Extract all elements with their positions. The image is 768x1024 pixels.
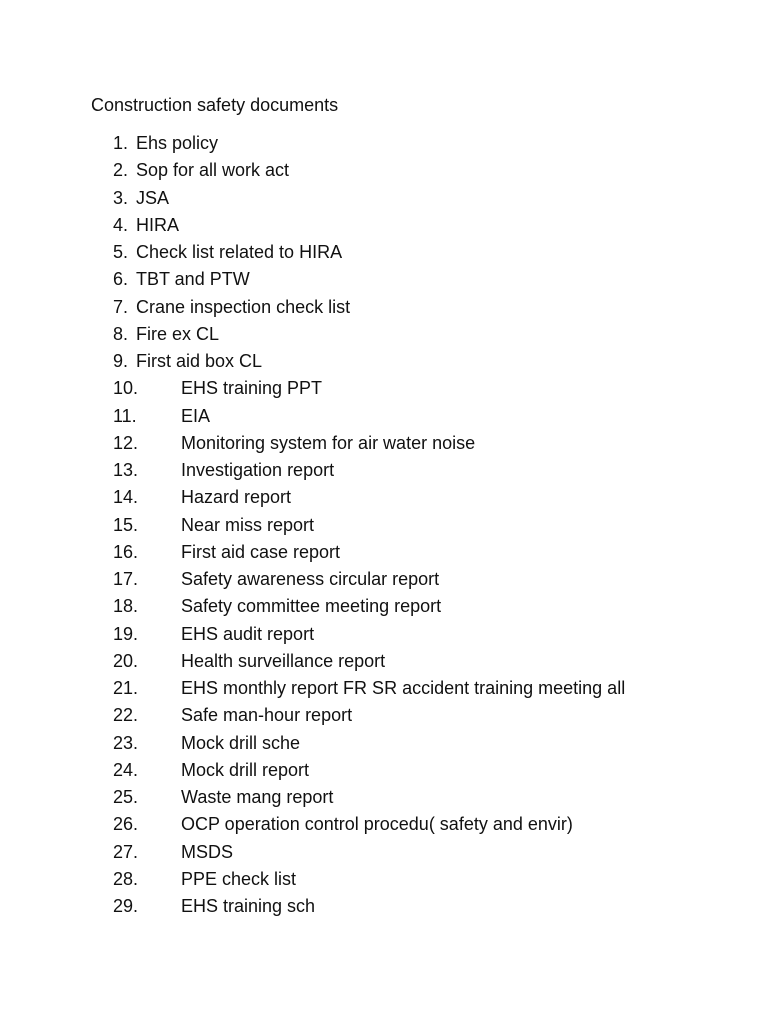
list-item-number: 5. xyxy=(113,242,129,262)
list-item xyxy=(0,485,768,512)
list-item-number: 12. xyxy=(113,432,139,453)
list-item-number: 7. xyxy=(113,296,129,317)
list-item-text: First aid case report xyxy=(181,541,341,562)
list-item xyxy=(0,431,768,458)
list-item xyxy=(0,513,768,540)
list-item-number: 15. xyxy=(113,514,139,535)
list-item-text: EHS training PPT xyxy=(181,378,323,399)
list-item-number: 23. xyxy=(113,732,139,753)
list-item-number: 11. xyxy=(113,405,137,426)
list-item xyxy=(0,567,768,594)
list-item-number: 19. xyxy=(113,623,139,644)
list-item-number: 4. xyxy=(113,214,129,235)
list-item-number: 22. xyxy=(113,705,139,726)
list-item-text: Health surveillance report xyxy=(181,650,386,671)
list-item xyxy=(0,158,768,185)
list-item-text: Waste mang report xyxy=(181,787,334,807)
list-item-text: Hazard report xyxy=(181,487,292,508)
list-item xyxy=(0,376,768,403)
list-item-number: 10. xyxy=(113,378,139,399)
list-item xyxy=(0,322,768,349)
list-item-text: Ehs policy xyxy=(136,133,219,153)
list-item xyxy=(0,458,768,485)
list-item-text: Investigation report xyxy=(181,460,335,480)
list-item xyxy=(0,186,768,213)
list-item-text: Mock drill sche xyxy=(181,732,301,753)
document-list xyxy=(0,131,768,921)
list-item-text: Safe man-hour report xyxy=(181,705,353,726)
list-item-text: Fire ex CL xyxy=(136,323,220,344)
list-item-text: JSA xyxy=(136,187,170,208)
list-item-text: Crane inspection check list xyxy=(136,296,351,317)
list-item xyxy=(0,840,768,867)
list-item xyxy=(0,295,768,322)
list-item-number: 18. xyxy=(113,596,139,617)
list-item-text: TBT and PTW xyxy=(136,269,250,290)
list-item-text: EHS audit report xyxy=(181,623,315,644)
list-item-number: 20. xyxy=(113,650,139,671)
list-item xyxy=(0,676,768,703)
list-item-number: 27. xyxy=(113,841,139,862)
list-item-number: 24. xyxy=(113,759,139,780)
list-item-number: 14. xyxy=(113,487,139,508)
list-item-number: 1. xyxy=(113,133,129,153)
list-item-text: Mock drill report xyxy=(181,759,310,780)
list-item xyxy=(0,785,768,812)
list-item-text: MSDS xyxy=(181,841,234,862)
list-item xyxy=(0,867,768,894)
list-item-text: Check list related to HIRA xyxy=(136,242,343,262)
list-item-text: PPE check list xyxy=(181,868,297,889)
list-item xyxy=(0,812,768,839)
list-item-number: 3. xyxy=(113,187,129,208)
list-item-number: 9. xyxy=(113,351,129,371)
list-item-text: OCP operation control procedu( safety and envir) xyxy=(181,814,573,835)
list-item-number: 26. xyxy=(113,814,139,835)
list-item-number: 13. xyxy=(113,460,139,480)
list-item-text: EHS training sch xyxy=(181,896,316,916)
list-item-number: 16. xyxy=(113,541,139,562)
list-item-number: 21. xyxy=(113,678,139,698)
list-item xyxy=(0,894,768,921)
list-item xyxy=(0,240,768,267)
list-item xyxy=(0,649,768,676)
list-item-text: Near miss report xyxy=(181,514,315,535)
list-item-number: 17. xyxy=(113,569,139,589)
list-item xyxy=(0,213,768,240)
list-item xyxy=(0,131,768,158)
list-item-text: Safety committee meeting report xyxy=(181,596,442,617)
list-item-text: Safety awareness circular report xyxy=(181,569,440,589)
list-item xyxy=(0,349,768,376)
list-item-text: EIA xyxy=(181,405,211,426)
list-item xyxy=(0,622,768,649)
list-item xyxy=(0,267,768,294)
list-item xyxy=(0,594,768,621)
list-item-text: HIRA xyxy=(136,214,180,235)
list-item xyxy=(0,540,768,567)
list-item-number: 29. xyxy=(113,896,139,916)
list-item-text: EHS monthly report FR SR accident training meeting all xyxy=(181,678,626,698)
list-item xyxy=(0,758,768,785)
document-title: Construction safety documents xyxy=(91,95,339,115)
list-item xyxy=(0,404,768,431)
list-item-number: 8. xyxy=(113,323,129,344)
list-item-number: 25. xyxy=(113,787,139,807)
list-item-number: 2. xyxy=(113,160,129,181)
list-item-text: Sop for all work act xyxy=(136,160,290,181)
list-item-text: First aid box CL xyxy=(136,351,263,371)
list-item xyxy=(0,731,768,758)
list-item xyxy=(0,703,768,730)
list-item-number: 6. xyxy=(113,269,129,290)
list-item-number: 28. xyxy=(113,868,139,889)
list-item-text: Monitoring system for air water noise xyxy=(181,432,476,453)
